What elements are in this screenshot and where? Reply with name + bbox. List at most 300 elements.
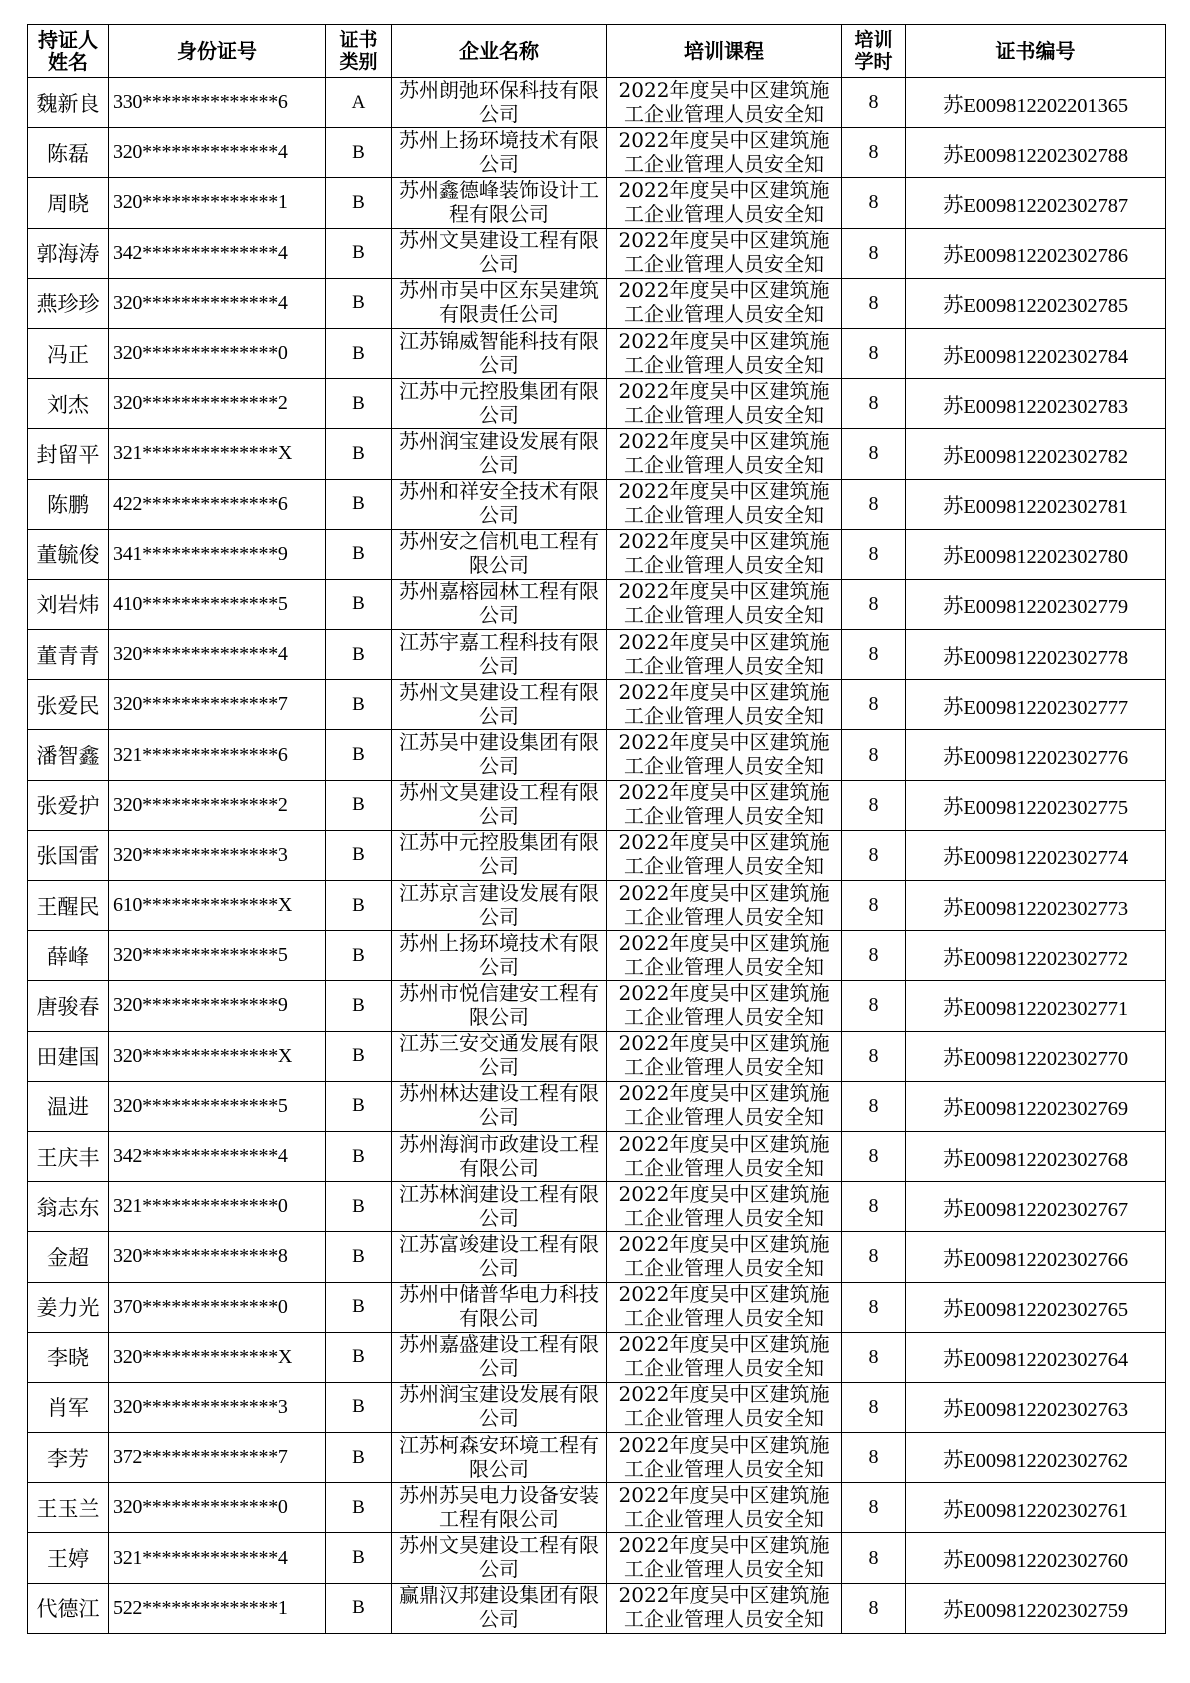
id-number-cell: 372**************7 [109, 1433, 326, 1483]
course-cell [607, 1433, 842, 1483]
company-cell [392, 1282, 607, 1332]
id-number-cell: 422**************6 [109, 479, 326, 529]
company-cell [392, 931, 607, 981]
table-row [28, 630, 1166, 680]
course-cell-text: 2022年度吴中区建筑施工企业管理人员安全知 [618, 1081, 830, 1130]
cert-number-cell: 苏E009812202302772 [906, 931, 1166, 981]
cert-type-cell: B [326, 479, 392, 529]
cert-number-cell: 苏E009812202302774 [906, 830, 1166, 880]
table-row [28, 479, 1166, 529]
table-row [28, 228, 1166, 278]
holder-name-cell: 郭海涛 [28, 228, 109, 278]
holder-name-cell: 李芳 [28, 1433, 109, 1483]
cert-type-cell: B [326, 328, 392, 378]
table-row [28, 328, 1166, 378]
company-cell [392, 1433, 607, 1483]
cert-number-cell: 苏E009812202302762 [906, 1433, 1166, 1483]
table-row [28, 881, 1166, 931]
id-number-cell: 321**************X [109, 429, 326, 479]
hours-cell: 8 [842, 1533, 906, 1583]
cert-type-cell: B [326, 881, 392, 931]
header-cert-number: 证书编号 [906, 25, 1166, 78]
company-cell-text: 苏州嘉盛建设工程有限公司 [399, 1332, 599, 1381]
hours-cell: 8 [842, 579, 906, 629]
table-row [28, 680, 1166, 730]
header-id-number: 身份证号 [109, 25, 326, 78]
hours-cell: 8 [842, 780, 906, 830]
id-number-cell: 320**************7 [109, 680, 326, 730]
hours-cell: 8 [842, 680, 906, 730]
company-cell [392, 128, 607, 178]
company-cell-text: 苏州润宝建设发展有限公司 [399, 1382, 599, 1431]
cert-type-cell: B [326, 278, 392, 328]
holder-name-cell: 温进 [28, 1081, 109, 1131]
hours-cell: 8 [842, 630, 906, 680]
id-number-cell: 320**************X [109, 1031, 326, 1081]
company-cell [392, 479, 607, 529]
cert-number-cell: 苏E009812202302767 [906, 1182, 1166, 1232]
header-cert-type: 证书 类别 [326, 25, 392, 78]
cert-type-cell: B [326, 1232, 392, 1282]
company-cell [392, 1031, 607, 1081]
holder-name-cell: 肖军 [28, 1382, 109, 1432]
cert-number-cell: 苏E009812202302760 [906, 1533, 1166, 1583]
company-cell [392, 379, 607, 429]
course-cell-text: 2022年度吴中区建筑施工企业管理人员安全知 [618, 1282, 830, 1331]
company-cell-text: 江苏富竣建设工程有限公司 [399, 1231, 599, 1280]
course-cell [607, 579, 842, 629]
course-cell [607, 630, 842, 680]
company-cell-text: 苏州中储普华电力科技有限公司 [399, 1282, 599, 1331]
holder-name-cell: 薛峰 [28, 931, 109, 981]
hours-cell: 8 [842, 78, 906, 128]
hours-cell: 8 [842, 1282, 906, 1332]
hours-cell: 8 [842, 1433, 906, 1483]
company-cell-text: 苏州市吴中区东吴建筑有限责任公司 [399, 278, 599, 327]
header-company: 企业名称 [392, 25, 607, 78]
course-cell-text: 2022年度吴中区建筑施工企业管理人员安全知 [618, 428, 830, 477]
holder-name-cell: 张国雷 [28, 830, 109, 880]
cert-number-cell: 苏E009812202302771 [906, 981, 1166, 1031]
id-number-cell: 321**************4 [109, 1533, 326, 1583]
cert-type-cell: B [326, 1433, 392, 1483]
hours-cell: 8 [842, 1131, 906, 1181]
table-row [28, 780, 1166, 830]
cert-number-cell: 苏E009812202302777 [906, 680, 1166, 730]
company-cell-text: 苏州文昊建设工程有限公司 [399, 780, 599, 829]
company-cell-text: 苏州朗弛环保科技有限公司 [399, 77, 599, 126]
company-cell [392, 1182, 607, 1232]
company-cell-text: 江苏吴中建设集团有限公司 [399, 730, 599, 779]
cert-type-cell: B [326, 1533, 392, 1583]
hours-cell: 8 [842, 379, 906, 429]
company-cell [392, 1583, 607, 1633]
holder-name-cell: 王玉兰 [28, 1483, 109, 1533]
company-cell-text: 苏州和祥安全技术有限公司 [399, 479, 599, 528]
company-cell-text: 苏州苏吴电力设备安装工程有限公司 [399, 1482, 599, 1531]
id-number-cell: 320**************8 [109, 1232, 326, 1282]
id-number-cell: 320**************4 [109, 128, 326, 178]
id-number-cell: 320**************3 [109, 1382, 326, 1432]
hours-cell: 8 [842, 228, 906, 278]
cert-type-cell: B [326, 1332, 392, 1382]
course-cell [607, 228, 842, 278]
id-number-cell: 342**************4 [109, 1131, 326, 1181]
course-cell-text: 2022年度吴中区建筑施工企业管理人员安全知 [618, 930, 830, 979]
course-cell [607, 128, 842, 178]
cert-type-cell: B [326, 228, 392, 278]
course-cell-text: 2022年度吴中区建筑施工企业管理人员安全知 [618, 328, 830, 377]
id-number-cell: 320**************2 [109, 780, 326, 830]
holder-name-cell: 张爱民 [28, 680, 109, 730]
hours-cell: 8 [842, 1483, 906, 1533]
hours-cell: 8 [842, 1031, 906, 1081]
course-cell-text: 2022年度吴中区建筑施工企业管理人员安全知 [618, 1583, 830, 1632]
course-cell-text: 2022年度吴中区建筑施工企业管理人员安全知 [618, 730, 830, 779]
company-cell [392, 78, 607, 128]
course-cell [607, 178, 842, 228]
course-cell [607, 1332, 842, 1382]
company-cell [392, 981, 607, 1031]
cert-type-cell: B [326, 630, 392, 680]
id-number-cell: 320**************X [109, 1332, 326, 1382]
cert-number-cell: 苏E009812202302761 [906, 1483, 1166, 1533]
holder-name-cell: 董毓俊 [28, 529, 109, 579]
cert-number-cell: 苏E009812202302759 [906, 1583, 1166, 1633]
holder-name-cell: 封留平 [28, 429, 109, 479]
company-cell-text: 苏州市悦信建安工程有限公司 [399, 980, 599, 1029]
hours-cell: 8 [842, 178, 906, 228]
header-hours: 培训 学时 [842, 25, 906, 78]
hours-cell: 8 [842, 1382, 906, 1432]
hours-cell: 8 [842, 529, 906, 579]
cert-type-cell: B [326, 579, 392, 629]
cert-type-cell: B [326, 1583, 392, 1633]
cert-type-cell: B [326, 128, 392, 178]
course-cell [607, 730, 842, 780]
id-number-cell: 321**************6 [109, 730, 326, 780]
table-row [28, 981, 1166, 1031]
holder-name-cell: 刘杰 [28, 379, 109, 429]
company-cell-text: 苏州海润市政建设工程有限公司 [399, 1131, 599, 1180]
cert-type-cell: B [326, 830, 392, 880]
company-cell [392, 328, 607, 378]
header-holder-name: 持证人 姓名 [28, 25, 109, 78]
cert-type-cell: B [326, 1282, 392, 1332]
id-number-cell: 370**************0 [109, 1282, 326, 1332]
holder-name-cell: 李晓 [28, 1332, 109, 1382]
cert-type-cell: B [326, 379, 392, 429]
holder-name-cell: 金超 [28, 1232, 109, 1282]
course-cell-text: 2022年度吴中区建筑施工企业管理人员安全知 [618, 228, 830, 277]
cert-number-cell: 苏E009812202302768 [906, 1131, 1166, 1181]
course-cell-text: 2022年度吴中区建筑施工企业管理人员安全知 [618, 980, 830, 1029]
cert-number-cell: 苏E009812202302766 [906, 1232, 1166, 1282]
company-cell [392, 1131, 607, 1181]
course-cell [607, 1382, 842, 1432]
cert-type-cell: B [326, 1382, 392, 1432]
course-cell-text: 2022年度吴中区建筑施工企业管理人员安全知 [618, 177, 830, 226]
course-cell-text: 2022年度吴中区建筑施工企业管理人员安全知 [618, 1382, 830, 1431]
course-cell [607, 1031, 842, 1081]
course-cell [607, 529, 842, 579]
course-cell-text: 2022年度吴中区建筑施工企业管理人员安全知 [618, 278, 830, 327]
company-cell-text: 江苏中元控股集团有限公司 [399, 378, 599, 427]
company-cell [392, 730, 607, 780]
cert-type-cell: B [326, 1182, 392, 1232]
table-row [28, 1533, 1166, 1583]
cert-type-cell: B [326, 429, 392, 479]
course-cell [607, 1533, 842, 1583]
hours-cell: 8 [842, 128, 906, 178]
table-row [28, 529, 1166, 579]
table-row [28, 1382, 1166, 1432]
cert-number-cell: 苏E009812202302788 [906, 128, 1166, 178]
company-cell [392, 228, 607, 278]
holder-name-cell: 王醒民 [28, 881, 109, 931]
table-row [28, 830, 1166, 880]
course-cell [607, 1232, 842, 1282]
id-number-cell: 610**************X [109, 881, 326, 931]
course-cell-text: 2022年度吴中区建筑施工企业管理人员安全知 [618, 77, 830, 126]
cert-number-cell: 苏E009812202302779 [906, 579, 1166, 629]
id-number-cell: 342**************4 [109, 228, 326, 278]
course-cell-text: 2022年度吴中区建筑施工企业管理人员安全知 [618, 579, 830, 628]
table-row [28, 1031, 1166, 1081]
company-cell-text: 江苏锦威智能科技有限公司 [399, 328, 599, 377]
table-row [28, 1182, 1166, 1232]
course-cell [607, 881, 842, 931]
company-cell [392, 780, 607, 830]
course-cell [607, 479, 842, 529]
cert-number-cell: 苏E009812202302783 [906, 379, 1166, 429]
holder-name-cell: 田建国 [28, 1031, 109, 1081]
table-row [28, 1433, 1166, 1483]
course-cell-text: 2022年度吴中区建筑施工企业管理人员安全知 [618, 479, 830, 528]
company-cell-text: 江苏中元控股集团有限公司 [399, 830, 599, 879]
header-course: 培训课程 [607, 25, 842, 78]
id-number-cell: 320**************9 [109, 981, 326, 1031]
course-cell-text: 2022年度吴中区建筑施工企业管理人员安全知 [618, 1181, 830, 1230]
holder-name-cell: 姜力光 [28, 1282, 109, 1332]
company-cell-text: 苏州文昊建设工程有限公司 [399, 679, 599, 728]
hours-cell: 8 [842, 1332, 906, 1382]
company-cell [392, 1232, 607, 1282]
holder-name-cell: 刘岩炜 [28, 579, 109, 629]
company-cell [392, 680, 607, 730]
cert-type-cell: B [326, 780, 392, 830]
table-row [28, 178, 1166, 228]
table-row [28, 1131, 1166, 1181]
course-cell [607, 1282, 842, 1332]
company-cell [392, 429, 607, 479]
course-cell-text: 2022年度吴中区建筑施工企业管理人员安全知 [618, 1332, 830, 1381]
cert-number-cell: 苏E009812202302765 [906, 1282, 1166, 1332]
cert-number-cell: 苏E009812202201365 [906, 78, 1166, 128]
company-cell-text: 江苏林润建设工程有限公司 [399, 1181, 599, 1230]
table-row [28, 128, 1166, 178]
table-row [28, 1583, 1166, 1633]
hours-cell: 8 [842, 479, 906, 529]
course-cell-text: 2022年度吴中区建筑施工企业管理人员安全知 [618, 1432, 830, 1481]
holder-name-cell: 陈磊 [28, 128, 109, 178]
table-row [28, 579, 1166, 629]
holder-name-cell: 周晓 [28, 178, 109, 228]
course-cell-text: 2022年度吴中区建筑施工企业管理人员安全知 [618, 1231, 830, 1280]
course-cell [607, 780, 842, 830]
table-row [28, 931, 1166, 981]
table-row [28, 1483, 1166, 1533]
id-number-cell: 522**************1 [109, 1583, 326, 1633]
company-cell-text: 苏州上扬环境技术有限公司 [399, 930, 599, 979]
id-number-cell: 321**************0 [109, 1182, 326, 1232]
id-number-cell: 320**************4 [109, 630, 326, 680]
company-cell [392, 1533, 607, 1583]
course-cell [607, 1081, 842, 1131]
company-cell [392, 1382, 607, 1432]
cert-number-cell: 苏E009812202302769 [906, 1081, 1166, 1131]
cert-number-cell: 苏E009812202302781 [906, 479, 1166, 529]
holder-name-cell: 王婷 [28, 1533, 109, 1583]
id-number-cell: 320**************4 [109, 278, 326, 328]
course-cell-text: 2022年度吴中区建筑施工企业管理人员安全知 [618, 127, 830, 176]
holder-name-cell: 张爱护 [28, 780, 109, 830]
company-cell-text: 苏州嘉榕园林工程有限公司 [399, 579, 599, 628]
cert-type-cell: B [326, 931, 392, 981]
hours-cell: 8 [842, 429, 906, 479]
company-cell-text: 江苏柯森安环境工程有限公司 [399, 1432, 599, 1481]
cert-type-cell: B [326, 178, 392, 228]
company-cell [392, 630, 607, 680]
course-cell [607, 931, 842, 981]
company-cell [392, 579, 607, 629]
hours-cell: 8 [842, 278, 906, 328]
course-cell [607, 1483, 842, 1533]
course-cell [607, 379, 842, 429]
cert-type-cell: B [326, 1081, 392, 1131]
hours-cell: 8 [842, 730, 906, 780]
company-cell-text: 苏州林达建设工程有限公司 [399, 1081, 599, 1130]
table-row [28, 1081, 1166, 1131]
cert-number-cell: 苏E009812202302763 [906, 1382, 1166, 1432]
course-cell [607, 680, 842, 730]
company-cell-text: 江苏宇嘉工程科技有限公司 [399, 629, 599, 678]
id-number-cell: 320**************3 [109, 830, 326, 880]
company-cell-text: 苏州安之信机电工程有限公司 [399, 529, 599, 578]
holder-name-cell: 魏新良 [28, 78, 109, 128]
id-number-cell: 320**************5 [109, 1081, 326, 1131]
holder-name-cell: 燕珍珍 [28, 278, 109, 328]
table-body [28, 78, 1166, 1634]
company-cell [392, 1483, 607, 1533]
cert-type-cell: B [326, 981, 392, 1031]
course-cell [607, 278, 842, 328]
holder-name-cell: 陈鹏 [28, 479, 109, 529]
company-cell-text: 苏州文昊建设工程有限公司 [399, 228, 599, 277]
cert-number-cell: 苏E009812202302786 [906, 228, 1166, 278]
id-number-cell: 320**************0 [109, 1483, 326, 1533]
table-row [28, 730, 1166, 780]
cert-number-cell: 苏E009812202302785 [906, 278, 1166, 328]
cert-number-cell: 苏E009812202302773 [906, 881, 1166, 931]
hours-cell: 8 [842, 1182, 906, 1232]
company-cell-text: 苏州上扬环境技术有限公司 [399, 127, 599, 176]
course-cell [607, 328, 842, 378]
id-number-cell: 341**************9 [109, 529, 326, 579]
table-row [28, 78, 1166, 128]
cert-number-cell: 苏E009812202302778 [906, 630, 1166, 680]
cert-type-cell: B [326, 1483, 392, 1533]
course-cell-text: 2022年度吴中区建筑施工企业管理人员安全知 [618, 378, 830, 427]
course-cell [607, 1131, 842, 1181]
holder-name-cell: 翁志东 [28, 1182, 109, 1232]
holder-name-cell: 董青青 [28, 630, 109, 680]
company-cell [392, 1081, 607, 1131]
cert-number-cell: 苏E009812202302775 [906, 780, 1166, 830]
hours-cell: 8 [842, 1583, 906, 1633]
course-cell [607, 429, 842, 479]
course-cell [607, 981, 842, 1031]
id-number-cell: 320**************1 [109, 178, 326, 228]
id-number-cell: 320**************2 [109, 379, 326, 429]
cert-number-cell: 苏E009812202302782 [906, 429, 1166, 479]
hours-cell: 8 [842, 328, 906, 378]
course-cell-text: 2022年度吴中区建筑施工企业管理人员安全知 [618, 880, 830, 929]
company-cell [392, 529, 607, 579]
course-cell [607, 1583, 842, 1633]
cert-number-cell: 苏E009812202302770 [906, 1031, 1166, 1081]
company-cell [392, 178, 607, 228]
company-cell [392, 278, 607, 328]
course-cell-text: 2022年度吴中区建筑施工企业管理人员安全知 [618, 780, 830, 829]
table-row [28, 1332, 1166, 1382]
cert-type-cell: B [326, 730, 392, 780]
course-cell-text: 2022年度吴中区建筑施工企业管理人员安全知 [618, 830, 830, 879]
cert-type-cell: B [326, 1131, 392, 1181]
holder-name-cell: 王庆丰 [28, 1131, 109, 1181]
company-cell-text: 苏州润宝建设发展有限公司 [399, 428, 599, 477]
table-row [28, 429, 1166, 479]
company-cell-text: 苏州文昊建设工程有限公司 [399, 1533, 599, 1582]
course-cell-text: 2022年度吴中区建筑施工企业管理人员安全知 [618, 629, 830, 678]
cert-number-cell: 苏E009812202302764 [906, 1332, 1166, 1382]
table-row [28, 1282, 1166, 1332]
company-cell-text: 江苏三安交通发展有限公司 [399, 1031, 599, 1080]
id-number-cell: 410**************5 [109, 579, 326, 629]
hours-cell: 8 [842, 1081, 906, 1131]
cert-type-cell: A [326, 78, 392, 128]
course-cell-text: 2022年度吴中区建筑施工企业管理人员安全知 [618, 1031, 830, 1080]
course-cell-text: 2022年度吴中区建筑施工企业管理人员安全知 [618, 1482, 830, 1531]
holder-name-cell: 代德江 [28, 1583, 109, 1633]
course-cell-text: 2022年度吴中区建筑施工企业管理人员安全知 [618, 1131, 830, 1180]
hours-cell: 8 [842, 881, 906, 931]
table-row [28, 379, 1166, 429]
cert-number-cell: 苏E009812202302787 [906, 178, 1166, 228]
table-row [28, 1232, 1166, 1282]
certificate-table [27, 24, 1166, 1634]
course-cell-text: 2022年度吴中区建筑施工企业管理人员安全知 [618, 1533, 830, 1582]
holder-name-cell: 唐骏春 [28, 981, 109, 1031]
id-number-cell: 320**************0 [109, 328, 326, 378]
company-cell [392, 1332, 607, 1382]
cert-number-cell: 苏E009812202302780 [906, 529, 1166, 579]
id-number-cell: 320**************5 [109, 931, 326, 981]
holder-name-cell: 潘智鑫 [28, 730, 109, 780]
company-cell-text: 赢鼎汉邦建设集团有限公司 [399, 1583, 599, 1632]
company-cell [392, 881, 607, 931]
course-cell-text: 2022年度吴中区建筑施工企业管理人员安全知 [618, 679, 830, 728]
